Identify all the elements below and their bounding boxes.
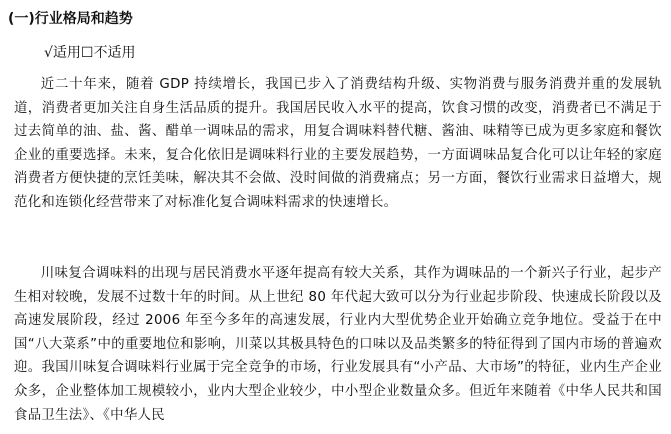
applicability-checkbox-line: √适用☐不适用 xyxy=(44,45,136,61)
section-heading: (一)行业格局和趋势 xyxy=(8,11,133,27)
paragraph-industry-trend: 近二十年来，随着 GDP 持续增长，我国已步入了消费结构升级、实物消费与服务消费并重的发展轨道，消费者更加关注自身生活品质的提升。我国居民收入水平的提高，饮食习惯的改变，消费者已不满足于过去简单的油、盐、酱、醋单一调味品的需求，用复合调味料替代糖、酱油、味精等已成为更多家庭和餐饮企业的重要选择。未来，复合化依旧是调味料行业的主要发展趋势，一方面调味品复合化可以让年轻的家庭消费者方便快捷的烹饪美味，解决其不会做、没时间做的消费痛点；另一方面，餐饮行业需求日益增大，规范化和连锁化经营带来了对标准化复合调味料需求的快速增长。 xyxy=(14,77,662,210)
paragraph-sichuan-seasoning: 川味复合调味料的出现与居民消费水平逐年提高有较大关系，其作为调味品的一个新兴子行业，起步产生相对较晚，发展不过数十年的时间。从上世纪 80 年代起大致可以分为行业起步阶段、快速成长阶段以及高速发展阶段，经过 2006 年至今多年的高速发展，行业内大型优势企业开始确立竞争地位。受益于在中国“八大菜系”中的重要地位和影响，川菜以其极具特色的口味以及品类繁多的特征得到了国内市场的普遍欢迎。我国川味复合调味料行业属于完全竞争的市场，行业发展具有“小产品、大市场”的特征，业内生产企业众多，企业整体加工规模较小，业内大型企业较少，中小型企业数量众多。但近年来随着《中华人民共和国食品卫生法》、《中华人民 xyxy=(14,266,662,423)
